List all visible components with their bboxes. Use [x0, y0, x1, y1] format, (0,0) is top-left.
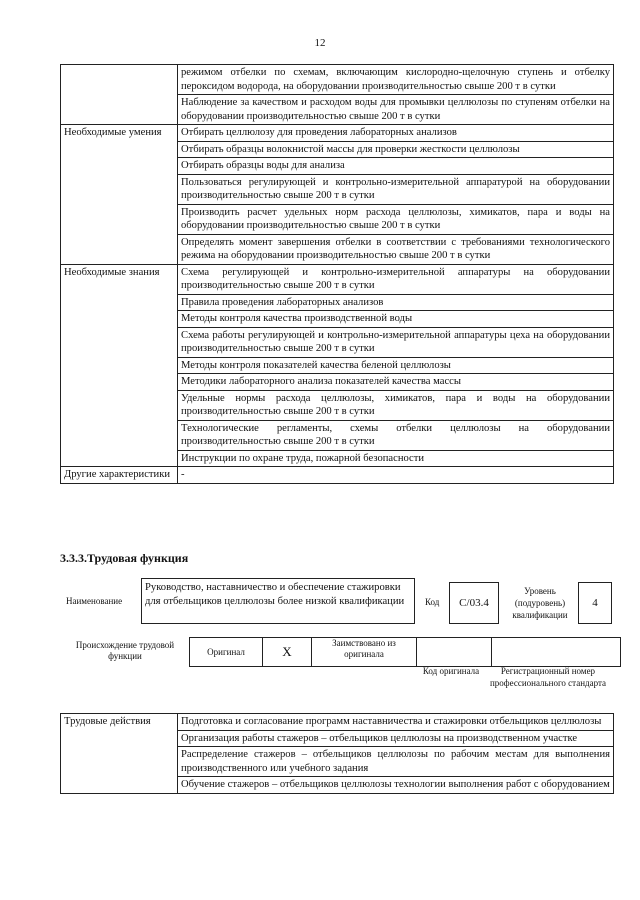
table-cell: Организация работы стажеров – отбельщиков целлюлозы на производственном участке [178, 730, 614, 747]
function-code: C/03.4 [449, 582, 499, 624]
origin-code-cell [417, 638, 492, 667]
function-name-label: Наименование [66, 596, 123, 606]
table-cell: Пользоваться регулирующей и контрольно-измерительной аппаратурой на оборудовании производительностью свыше 200 т в сутки [178, 174, 614, 204]
origin-reg-note: Регистрационный номер профессионального стандарта [489, 666, 607, 688]
section-label: Другие характеристики [61, 467, 178, 484]
table-cell: - [178, 467, 614, 484]
table-row [61, 467, 614, 484]
function-code-label: Код [425, 597, 440, 607]
table-cell: Методы контроля качества производственной воды [178, 311, 614, 328]
qualification-level: 4 [578, 582, 612, 624]
origin-code-note: Код оригинала [422, 666, 480, 676]
origin-table [189, 637, 621, 667]
origin-original: Оригинал [190, 638, 263, 667]
table-cell: Методы контроля показателей качества беленой целлюлозы [178, 357, 614, 374]
table-cell: Отбирать образцы волокнистой массы для проверки жесткости целлюлозы [178, 141, 614, 158]
section-label: Необходимые знания [61, 264, 178, 467]
qualification-level-label: Уровень (подуровень) квалификации [512, 586, 568, 620]
table-cell: Технологические регламенты, схемы отбелки целлюлозы на оборудовании производительностью свыше 200 т в сутки [178, 420, 614, 450]
table-cell: Схема регулирующей и контрольно-измерительной аппаратуры на оборудовании производительностью свыше 200 т в сутки [178, 264, 614, 294]
table-cell: Определять момент завершения отбелки в соответствии с требованиями технологического режима на оборудовании производительностью свыше 200 т в сутки [178, 234, 614, 264]
table-cell: Наблюдение за качеством и расходом воды для промывки целлюлозы по ступеням отбелки на оборудовании производительностью свыше 200 т в сутки [178, 95, 614, 125]
table-row [61, 65, 614, 95]
function-name: Руководство, наставничество и обеспечение стажировки для отбельщиков целлюлозы более низкой квалификации [141, 578, 415, 624]
table-cell: Отбирать целлюлозу для проведения лабораторных анализов [178, 125, 614, 142]
labor-actions-table [60, 713, 614, 794]
table-row [61, 125, 614, 142]
section-label: Трудовые действия [61, 714, 178, 794]
origin-reg-cell [492, 638, 621, 667]
table-cell: Инструкции по охране труда, пожарной безопасности [178, 450, 614, 467]
table-cell: Распределение стажеров – отбельщиков целлюлозы по рабочим местам для выполнения производственного или учебного задания [178, 747, 614, 777]
table-cell: Схема работы регулирующей и контрольно-измерительной аппаратуры цеха на оборудовании производительностью свыше 200 т в сутки [178, 327, 614, 357]
table-row [61, 264, 614, 294]
table-cell: Отбирать образцы воды для анализа [178, 158, 614, 175]
table-cell: Производить расчет удельных норм расхода целлюлозы, химикатов, пара и воды на оборудовании производительностью свыше 200 т в сутки [178, 204, 614, 234]
table-row [61, 714, 614, 731]
page-number: 12 [314, 37, 326, 49]
table-cell: Подготовка и согласование программ наставничества и стажировки отбельщиков целлюлозы [178, 714, 614, 731]
origin-mark: X [263, 638, 312, 667]
section-label: Необходимые умения [61, 125, 178, 265]
table-cell: Правила проведения лабораторных анализов [178, 294, 614, 311]
section-label [61, 65, 178, 125]
table-cell: режимом отбелки по схемам, включающим кислородно-щелочную ступень и отбелку пероксидом водорода, на оборудовании производительностью свыше 200 т в сутки [178, 65, 614, 95]
origin-label: Происхождение трудовой функции [75, 640, 175, 661]
table-cell: Удельные нормы расхода целлюлозы, химикатов, пара и воды на оборудовании производительностью свыше 200 т в сутки [178, 390, 614, 420]
table-cell: Обучение стажеров – отбельщиков целлюлозы технологии выполнения работ с оборудованием [178, 777, 614, 794]
skills-knowledge-table [60, 64, 614, 484]
origin-borrowed: Заимствовано из оригинала [312, 638, 417, 667]
section-title: 3.3.3.Трудовая функция [60, 551, 189, 565]
table-cell: Методики лабораторного анализа показателей качества массы [178, 374, 614, 391]
